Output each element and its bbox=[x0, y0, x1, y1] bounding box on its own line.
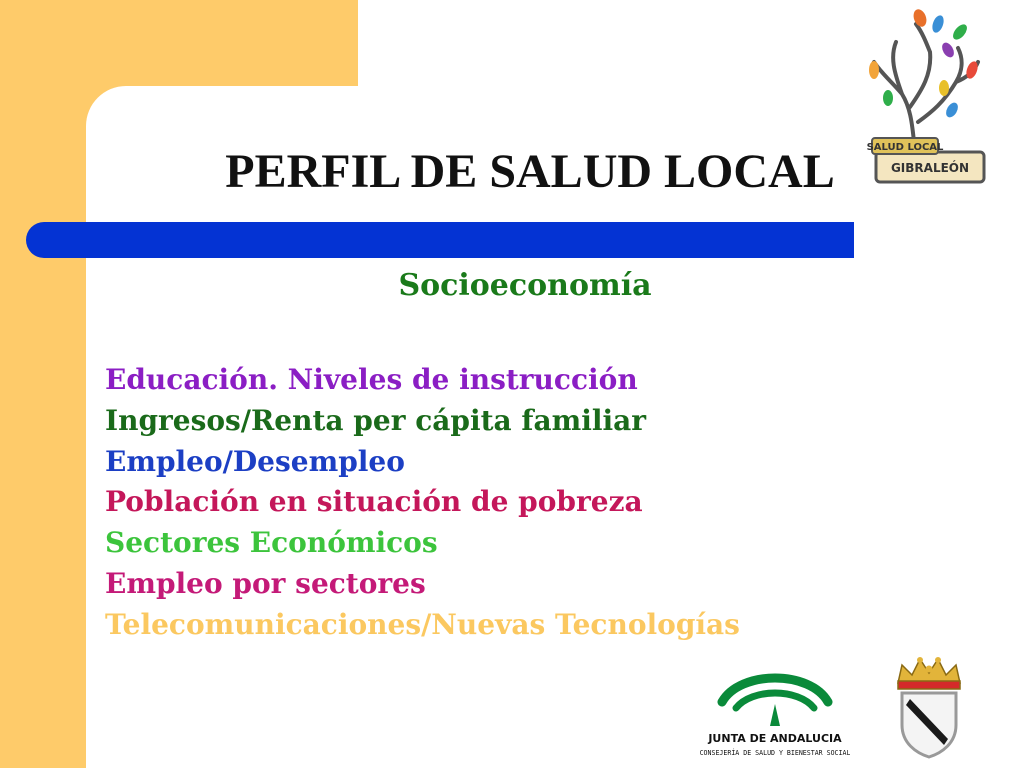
topic-item-pobreza: Población en situación de pobreza bbox=[105, 485, 643, 519]
title-underline-bar bbox=[26, 222, 854, 258]
junta-andalucia-emblem-icon bbox=[700, 664, 850, 764]
junta-andalucia-text: JUNTA DE ANDALUCIA bbox=[708, 732, 842, 745]
coat-of-arms-logo bbox=[890, 655, 968, 761]
topic-item-telecomunicaciones: Telecomunicaciones/Nuevas Tecnologías bbox=[105, 607, 740, 641]
salud-local-label: SALUD LOCAL bbox=[866, 142, 944, 153]
topic-item-educacion: Educación. Niveles de instrucción bbox=[105, 363, 638, 396]
topic-item-ingresos: Ingresos/Renta per cápita familiar bbox=[105, 403, 647, 437]
junta-andalucia-logo bbox=[700, 664, 850, 764]
topic-item-empleo: Empleo/Desempleo bbox=[105, 444, 405, 478]
slide-subtitle: Socioeconomía bbox=[398, 268, 652, 303]
topic-item-sectores: Sectores Económicos bbox=[105, 526, 438, 560]
topic-list bbox=[105, 360, 740, 646]
slide-title: PERFIL DE SALUD LOCAL bbox=[225, 145, 835, 198]
tree-logo-icon bbox=[852, 2, 994, 186]
salud-local-logo bbox=[852, 2, 994, 186]
consejeria-text: CONSEJERÍA DE SALUD Y BIENESTAR SOCIAL bbox=[700, 749, 850, 757]
topic-item-empleo-sectores: Empleo por sectores bbox=[105, 566, 426, 600]
shield-crest-icon bbox=[890, 655, 968, 761]
gibraleon-label: GIBRALEÓN bbox=[890, 161, 970, 175]
